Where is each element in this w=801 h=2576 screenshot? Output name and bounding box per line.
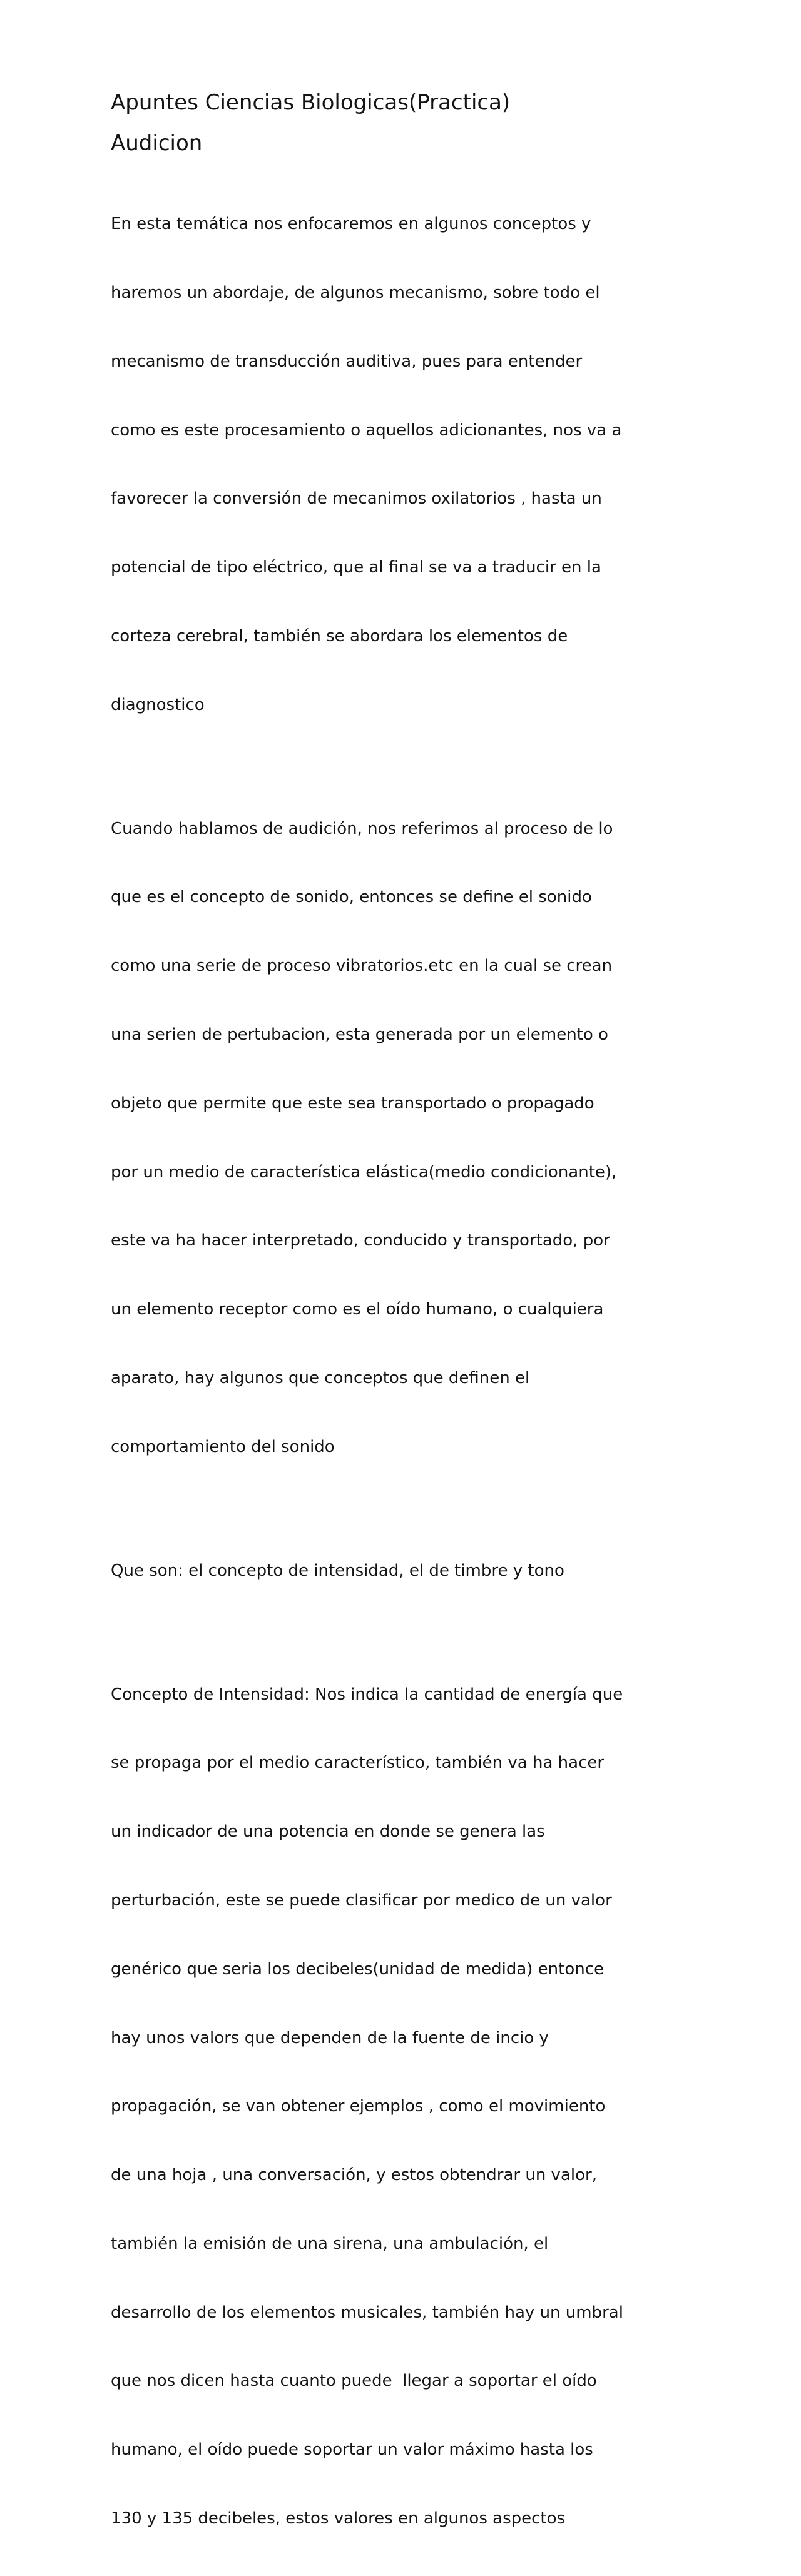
text-line: como una serie de proceso vibratorios.etc en la cual se crean bbox=[111, 956, 613, 976]
text-line: se propaga por el medio característico, también va ha hacer bbox=[111, 1753, 605, 1773]
text-line: desarrollo de los elementos musicales, también hay un umbral bbox=[111, 2303, 623, 2322]
text-line: por un medio de característica elástica(medio condicionante), bbox=[111, 1162, 617, 1182]
text-line: que nos dicen hasta cuanto puede llegar a soportar el oído bbox=[111, 2371, 597, 2391]
text-line: hay unos valors que dependen de la fuente de incio y bbox=[111, 2028, 549, 2047]
document-title: Apuntes Ciencias Biologicas(Practica) bbox=[111, 90, 511, 115]
text-line: Que son: el concepto de intensidad, el de timbre y tono bbox=[111, 1561, 564, 1580]
text-line: genérico que seria los decibeles(unidad de medida) entonce bbox=[111, 1959, 605, 1979]
paragraph-concepts bbox=[111, 1513, 693, 1628]
paragraph-intensity bbox=[111, 1637, 693, 2575]
text-line: objeto que permite que este sea transportado o propagado bbox=[111, 1093, 594, 1113]
text-line: de una hoja , una conversación, y estos obtendrar un valor, bbox=[111, 2166, 597, 2185]
text-line: corteza cerebral, también se abordara los elementos de bbox=[111, 626, 568, 646]
text-line: que es el concepto de sonido, entonces se define el sonido bbox=[111, 888, 592, 907]
text-line: En esta temática nos enfocaremos en algunos conceptos y bbox=[111, 215, 591, 234]
text-line: 130 y 135 decibeles, estos valores en algunos aspectos bbox=[111, 2508, 566, 2528]
text-line: comportamiento del sonido bbox=[111, 1437, 335, 1456]
text-line: una serien de pertubacion, esta generada por un elemento o bbox=[111, 1025, 608, 1044]
text-line: humano, el oído puede soportar un valor máximo hasta los bbox=[111, 2440, 593, 2460]
document-page bbox=[111, 90, 693, 2576]
text-line: Cuando hablamos de audición, nos referimos al proceso de lo bbox=[111, 819, 613, 838]
text-line: propagación, se van obtener ejemplos , como el movimiento bbox=[111, 2097, 606, 2116]
section-heading: Audicion bbox=[111, 131, 203, 156]
text-line: un indicador de una potencia en donde se genera las bbox=[111, 1822, 545, 1842]
paragraph-intro bbox=[111, 167, 693, 762]
text-line: favorecer la conversión de mecanimos oxilatorios , hasta un bbox=[111, 489, 602, 509]
text-line: potencial de tipo eléctrico, que al final se va a traducir en la bbox=[111, 558, 601, 577]
text-line: también la emisión de una sirena, una ambulación, el bbox=[111, 2234, 549, 2253]
text-line: como es este procesamiento o aquellos adicionantes, nos va a bbox=[111, 420, 622, 440]
text-line: un elemento receptor como es el oído humano, o cualquiera bbox=[111, 1300, 604, 1319]
text-line: aparato, hay algunos que conceptos que definen el bbox=[111, 1368, 530, 1387]
text-line: mecanismo de transducción auditiva, pues para entender bbox=[111, 352, 583, 371]
text-line: diagnostico bbox=[111, 695, 205, 714]
text-line: este va ha hacer interpretado, conducido y transportado, por bbox=[111, 1231, 610, 1250]
text-line: haremos un abordaje, de algunos mecanismo, sobre todo el bbox=[111, 283, 600, 302]
text-line: Concepto de Intensidad: Nos indica la cantidad de energía que bbox=[111, 1685, 623, 1704]
text-line: perturbación, este se puede clasificar por medico de un valor bbox=[111, 1890, 612, 1910]
paragraph-sound bbox=[111, 771, 693, 1504]
